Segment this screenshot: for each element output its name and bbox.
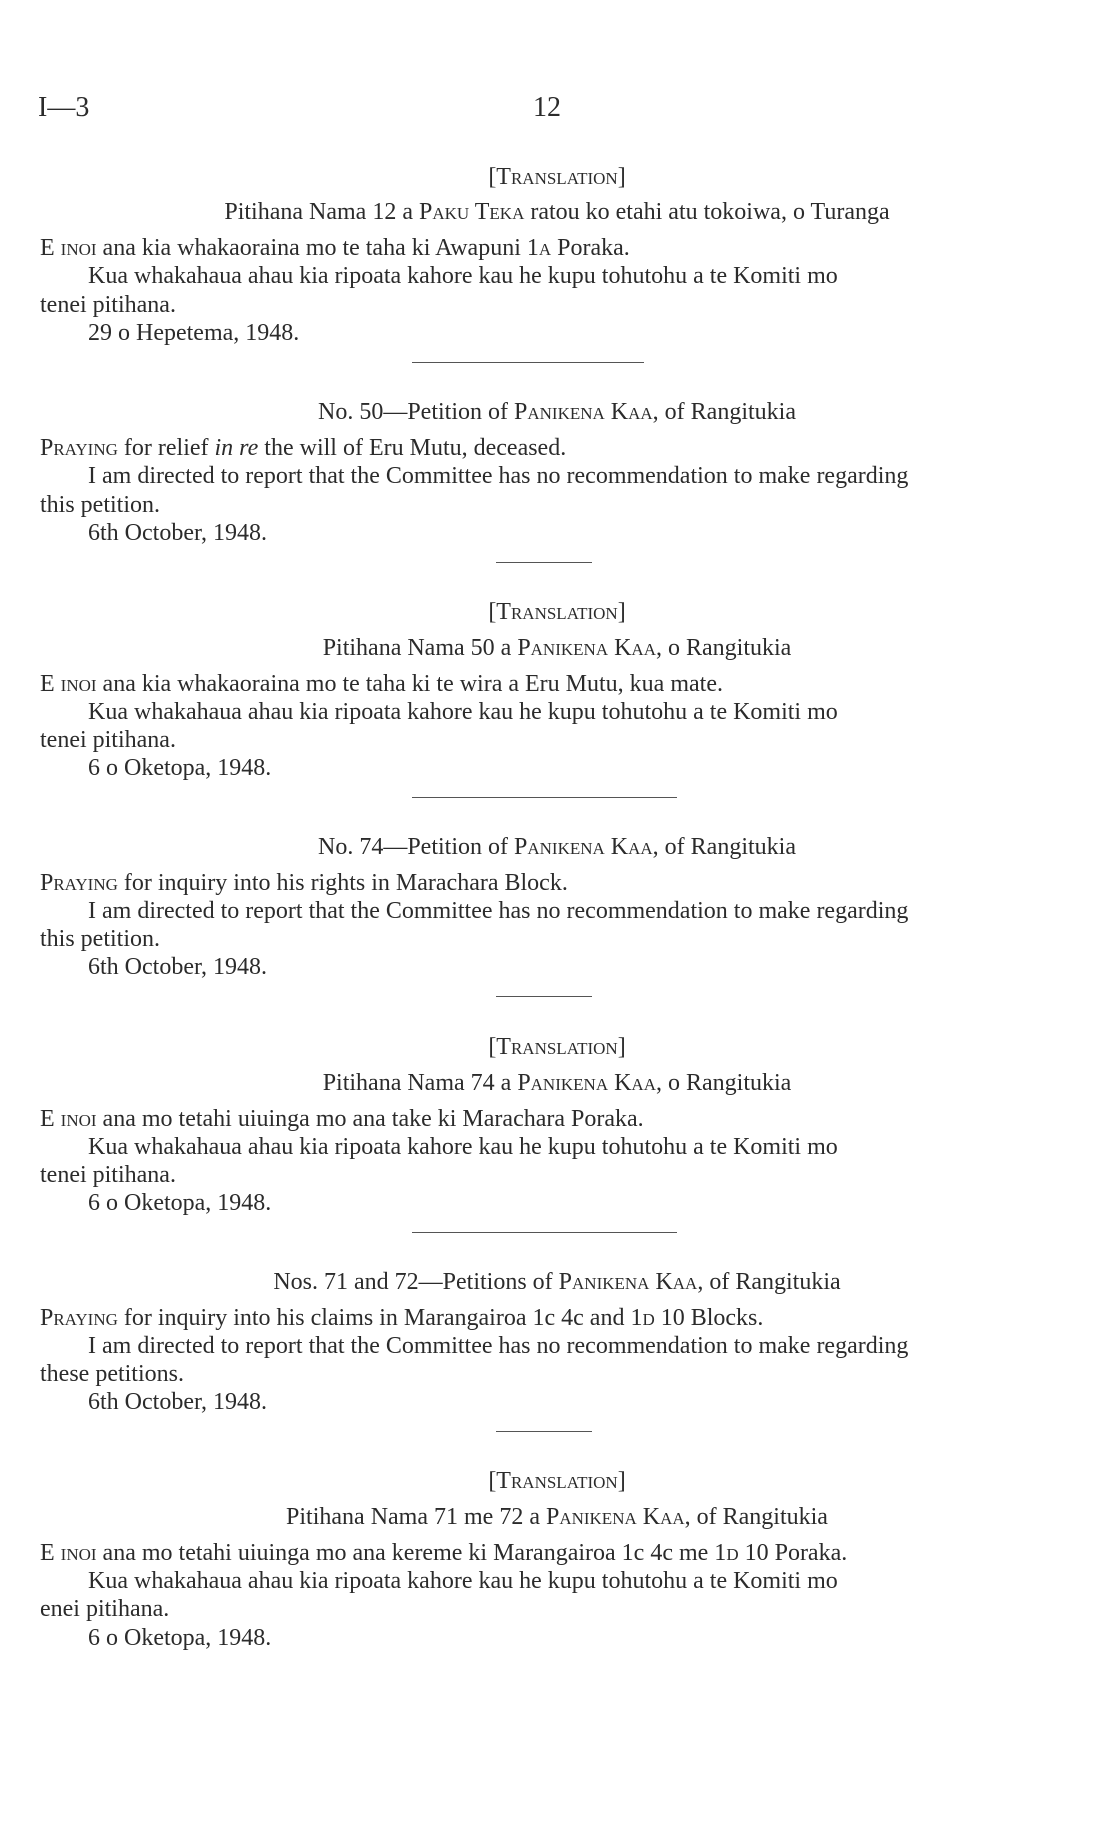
body-line: these petitions.	[40, 1361, 184, 1387]
translation-heading: [Translation]	[488, 1034, 626, 1060]
petition-lead: E inoi ana mo tetahi uiuinga mo ana take ki Marachara Poraka.	[40, 1106, 644, 1132]
date-line: 29 o Hepetema, 1948.	[88, 320, 300, 346]
date-line: 6 o Oketopa, 1948.	[88, 755, 272, 781]
petition-lead: Praying for relief in re the will of Eru Mutu, deceased.	[40, 435, 567, 461]
document-code: I—3	[38, 92, 90, 123]
petition-lead: E inoi ana mo tetahi uiuinga mo ana kereme ki Marangairoa 1c 4c me 1d 10 Poraka.	[40, 1540, 848, 1566]
petition-lead: E inoi ana kia whakaoraina mo te taha ki te wira a Eru Mutu, kua mate.	[40, 671, 723, 697]
petition-title: Pitihana Nama 12 a Paku Teka ratou ko etahi atu tokoiwa, o Turanga	[224, 199, 890, 225]
page-number: 12	[533, 92, 561, 123]
section-divider	[412, 362, 644, 363]
date-line: 6th October, 1948.	[88, 954, 268, 980]
section-divider	[496, 1431, 592, 1432]
date-line: 6 o Oketopa, 1948.	[88, 1190, 272, 1216]
translation-heading: [Translation]	[488, 1468, 626, 1494]
petition-title: No. 50—Petition of Panikena Kaa, of Rangitukia	[318, 399, 796, 425]
petition-title: No. 74—Petition of Panikena Kaa, of Rangitukia	[318, 834, 796, 860]
petition-title: Nos. 71 and 72—Petitions of Panikena Kaa, of Rangitukia	[273, 1269, 841, 1295]
body-line: this petition.	[40, 926, 160, 952]
petition-title: Pitihana Nama 71 me 72 a Panikena Kaa, of Rangitukia	[286, 1504, 828, 1530]
body-line: tenei pitihana.	[40, 727, 176, 753]
date-line: 6th October, 1948.	[88, 520, 268, 546]
date-line: 6 o Oketopa, 1948.	[88, 1625, 272, 1651]
petition-title: Pitihana Nama 50 a Panikena Kaa, o Rangitukia	[322, 635, 792, 661]
body-line: Kua whakahaua ahau kia ripoata kahore kau he kupu tohutohu a te Komiti mo	[88, 1568, 838, 1594]
petition-lead: Praying for inquiry into his rights in Marachara Block.	[40, 870, 568, 896]
date-line: 6th October, 1948.	[88, 1389, 268, 1415]
section-divider	[412, 1232, 677, 1233]
body-line: this petition.	[40, 492, 160, 518]
body-line: tenei pitihana.	[40, 1162, 176, 1188]
body-line: Kua whakahaua ahau kia ripoata kahore kau he kupu tohutohu a te Komiti mo	[88, 263, 838, 289]
body-line: I am directed to report that the Committee has no recommendation to make regarding	[88, 463, 909, 489]
body-line: I am directed to report that the Committee has no recommendation to make regarding	[88, 1333, 909, 1359]
translation-heading: [Translation]	[488, 164, 626, 190]
petition-title: Pitihana Nama 74 a Panikena Kaa, o Rangitukia	[322, 1070, 792, 1096]
petition-lead: E inoi ana kia whakaoraina mo te taha ki Awapuni 1a Poraka.	[40, 235, 630, 261]
body-line: enei pitihana.	[40, 1596, 170, 1622]
body-line: Kua whakahaua ahau kia ripoata kahore kau he kupu tohutohu a te Komiti mo	[88, 699, 838, 725]
body-line: tenei pitihana.	[40, 292, 176, 318]
body-line: I am directed to report that the Committee has no recommendation to make regarding	[88, 898, 909, 924]
section-divider	[412, 797, 677, 798]
section-divider	[496, 562, 592, 563]
translation-heading: [Translation]	[488, 599, 626, 625]
section-divider	[496, 996, 592, 997]
body-line: Kua whakahaua ahau kia ripoata kahore kau he kupu tohutohu a te Komiti mo	[88, 1134, 838, 1160]
petition-lead: Praying for inquiry into his claims in Marangairoa 1c 4c and 1d 10 Blocks.	[40, 1305, 764, 1331]
